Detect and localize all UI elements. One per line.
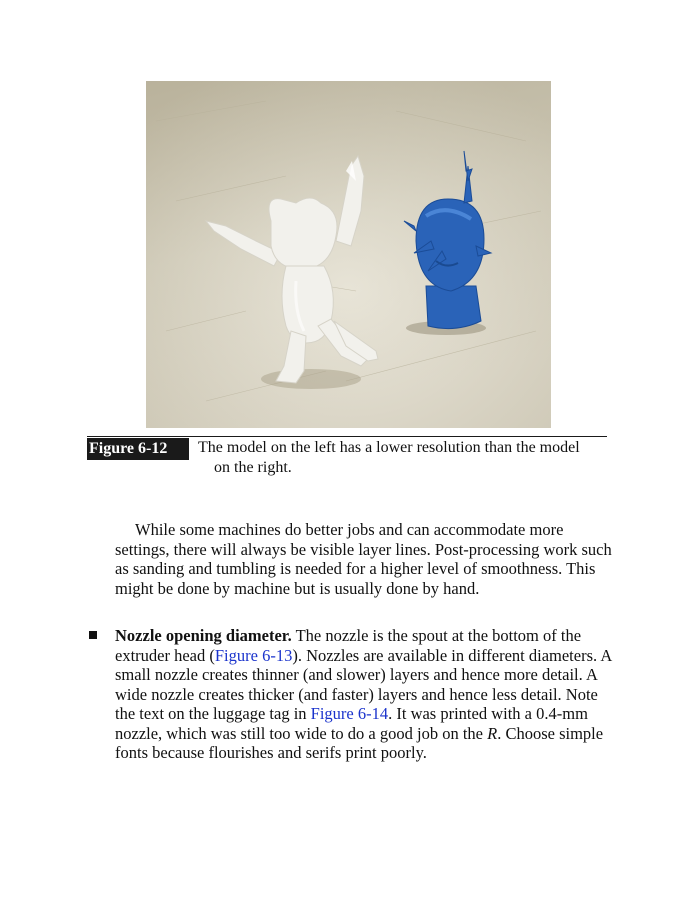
bullet-term: Nozzle opening diameter. [115,626,292,645]
bullet-text-d: . Choose simple fonts because flourishes and serifs print poorly. [115,723,604,762]
figure-caption-line-2: on the right. [214,459,292,476]
caption-rule [87,436,607,437]
figure-6-14-link[interactable]: Figure 6-14 [310,704,389,723]
figure-6-13-link[interactable]: Figure 6-13 [214,645,293,665]
figure-caption [198,438,610,478]
bullet-text-a: The nozzle is the spout at the bottom of the extruder head ( [115,626,582,665]
figure-caption-line-1: The model on the left has a lower resolution than the model [198,439,580,456]
bullet-text-c: . It was printed with a 0.4-mm nozzle, which was still too wide to do a good job on the [115,704,588,743]
figure-label: Figure 6-12 [87,438,189,460]
bullet-square-icon [89,631,97,639]
figure-photo [146,81,551,428]
photo-models-illustration [146,81,551,428]
body-paragraph [115,520,615,598]
bullet-item-nozzle [115,626,615,763]
italic-r: R [487,723,498,743]
bullet-text-b: ). Nozzles are available in different diameters. A small nozzle creates thinner (and slower) layers and hence more detail. A wide nozzle creates thicker (and faster) layers and hence less detail. Note the text on the luggage tag in [115,645,612,723]
body-paragraph-text: While some machines do better jobs and can accommodate more settings, there will always be visible layer lines. Post-processing work such as sanding and tumbling is needed for a higher level of smoothness. This might be done by machine but is usually done by hand. [115,520,612,598]
